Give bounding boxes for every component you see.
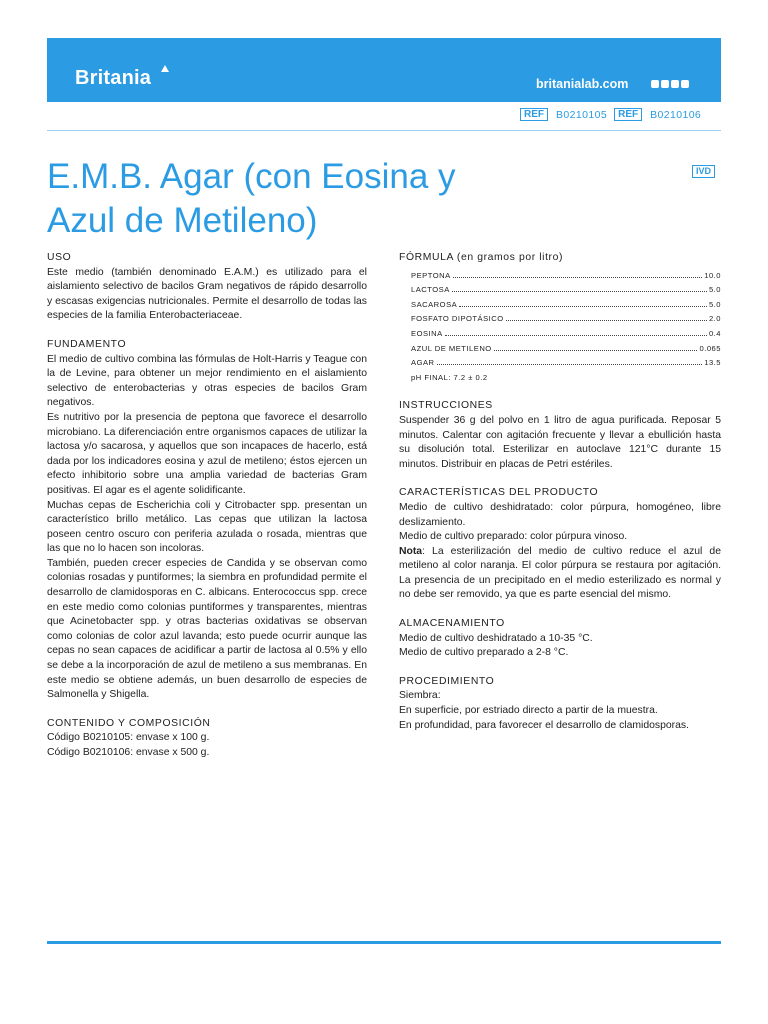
ingredient-name: SACAROSA	[411, 299, 458, 309]
ingredient-name: PEPTONA	[411, 270, 451, 280]
section-heading: PROCEDIMIENTO	[399, 675, 495, 687]
ingredient-value: 0.065	[699, 343, 721, 353]
formula-row	[399, 312, 721, 327]
ingredient-value: 5.0	[708, 285, 721, 295]
section-heading: FUNDAMENTO	[47, 338, 127, 350]
note-text: : La esterilización del medio de cultivo reduce el azul de metileno al color naranja. El color púrpura se restaura por agitación. La presencia de un precipitado en el medio esterilizado es normal y no debe ser removido, ya que es parte esencial del mismo.	[399, 545, 721, 601]
right-column	[399, 251, 721, 747]
formula-row	[399, 269, 721, 284]
content-line: Código B0210105: envase x 100 g.	[47, 732, 210, 744]
formula-row	[399, 356, 721, 371]
section-heading: CONTENIDO Y COMPOSICIÓN	[47, 717, 211, 729]
section-body: Este medio (también denominado E.A.M.) es utilizado para el aislamiento selectivo de bacilos Gram negativos de rápido desarrollo y escasas exigencias nutricionales. Permite el desarrollo de todas las especies de la familia Enterobacteriaceae.	[47, 266, 367, 322]
paragraph: Muchas cepas de Escherichia coli y Citrobacter spp. presentan un característico brillo metálico. Las cepas que utilizan la lactosa poseen centro oscuro con periferia azulada o rosada, mientras que las que no lo hacen son incoloras.	[47, 499, 367, 555]
formula-row	[399, 283, 721, 298]
section-heading: CARACTERÍSTICAS DEL PRODUCTO	[399, 487, 599, 499]
left-column	[47, 251, 367, 775]
bottom-divider	[47, 941, 721, 944]
formula-row	[399, 327, 721, 342]
facebook-icon[interactable]	[651, 80, 659, 88]
section-fundamento	[47, 338, 367, 703]
section-contenido	[47, 717, 367, 761]
youtube-icon[interactable]	[681, 80, 689, 88]
ref-codes	[520, 108, 708, 121]
ivd-badge: IVD	[692, 165, 715, 178]
header-banner	[47, 38, 721, 102]
ref-label: REF	[520, 108, 548, 121]
section-heading: ALMACENAMIENTO	[399, 618, 505, 630]
paragraph: Medio de cultivo deshidratado: color púrpura, homogéneo, libre deslizamiento.	[399, 501, 721, 528]
section-heading: USO	[47, 252, 72, 263]
paragraph: En profundidad, para favorecer el desarrollo de clamidosporas.	[399, 719, 689, 731]
ingredient-value: 2.0	[708, 314, 721, 324]
ref-label: REF	[614, 108, 642, 121]
content-line: Código B0210106: envase x 500 g.	[47, 747, 210, 758]
paragraph: El medio de cultivo combina las fórmulas de Holt-Harris y Teague con la de Levine, para obtener un mejor rendimiento en el aislamiento selectivo de enterobacterias y otras especies de bacilos Gram negativos.	[47, 353, 367, 409]
formula-row	[399, 342, 721, 357]
section-body: Suspender 36 g del polvo en 1 litro de agua purificada. Reposar 5 minutos. Calentar con agitación frecuente y llevar a ebullición hasta su disolución total. Esterilizar en autoclave 121°C durante 15 minutos. Distribuir en placas de Petri estériles.	[399, 414, 721, 470]
ref-code: B0210105	[556, 108, 608, 121]
note-paragraph	[399, 545, 721, 603]
ingredient-name: LACTOSA	[411, 285, 450, 295]
section-heading: INSTRUCCIONES	[399, 400, 493, 412]
social-icons	[651, 80, 689, 88]
ingredient-name: AZUL DE METILENO	[411, 343, 492, 353]
top-divider	[47, 130, 721, 131]
website-link[interactable]: britanialab.com	[536, 77, 629, 91]
paragraph: En superficie, por estriado directo a partir de la muestra.	[399, 705, 658, 717]
ingredient-name: FOSFATO DIPOTÁSICO	[411, 314, 504, 324]
section-instrucciones	[399, 399, 721, 472]
ingredient-value: 13.5	[704, 358, 721, 368]
paragraph: También, pueden crecer especies de Candida y se observan como colonias rosadas y puntiformes; la siembra en profundidad permite el desarrollo de clamidosporas en C. albicans. Enterococcus spp. crece en este medio como colonias puntiformes y transparentes, mientras que Acinetobacter spp. y otras bacterias oxidativas se observan como colonias de color azul lavanda; esto puede ocurrir aunque las cepas no sean capaces de acidificar a partir de lactosa al 0.5% y ello se debe a la incorporación de azul de metileno a sus membranas. En este medio se obtiene además, un buen desarrollo de especies de Salmonella y Shigella.	[47, 557, 367, 701]
section-almacenamiento	[399, 617, 721, 661]
formula-row	[399, 298, 721, 313]
ingredient-value: 5.0	[708, 299, 721, 309]
logo-triangle-icon	[161, 65, 169, 72]
section-uso	[47, 251, 367, 324]
section-formula	[399, 251, 721, 385]
final-ph: pH FINAL: 7.2 ± 0.2	[411, 372, 488, 382]
instagram-icon[interactable]	[671, 80, 679, 88]
paragraph: Medio de cultivo preparado a 2-8 °C.	[399, 647, 569, 659]
brand-logo[interactable]: Britania	[75, 67, 152, 89]
ingredient-value: 0.4	[708, 328, 721, 338]
note-label: Nota	[399, 545, 423, 557]
ingredient-value: 10.0	[704, 270, 721, 280]
paragraph: Medio de cultivo deshidratado a 10-35 °C.	[399, 632, 593, 644]
section-caracteristicas	[399, 486, 721, 603]
paragraph: Es nutritivo por la presencia de peptona que favorece el desarrollo microbiano. La diferenciación entre organismos capaces de utilizar la lactosa y/o sacarosa, y aquellos que son incapaces de hacerlo, está dada por los indicadores eosina y azul de metileno; éstos ejercen un efecto inhibitorio sobre una amplia variedad de bacterias Gram positivas. El agar es el agente solidificante.	[47, 411, 367, 496]
ref-code: B0210106	[650, 108, 702, 121]
section-procedimiento	[399, 675, 721, 733]
section-heading: FÓRMULA (en gramos por litro)	[399, 252, 564, 263]
ingredient-name: AGAR	[411, 358, 435, 368]
formula-list	[399, 269, 721, 386]
subheading: Siembra:	[399, 690, 441, 702]
twitter-icon[interactable]	[661, 80, 669, 88]
document-title: E.M.B. Agar (con Eosina y Azul de Metileno)	[47, 157, 456, 240]
paragraph: Medio de cultivo preparado: color púrpura vinoso.	[399, 531, 628, 543]
ingredient-name: EOSINA	[411, 328, 443, 338]
